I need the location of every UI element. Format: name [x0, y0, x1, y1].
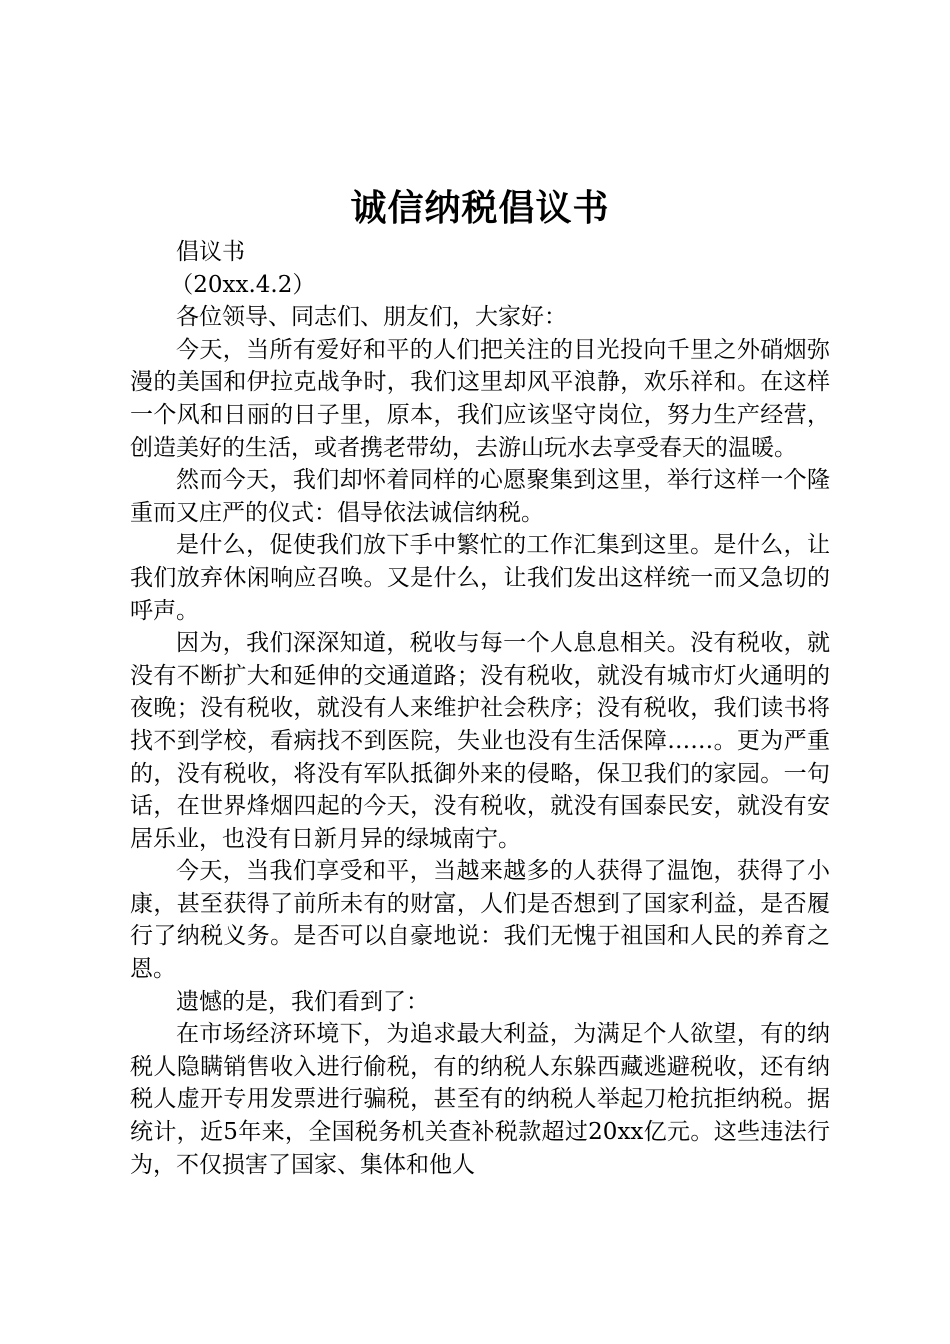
paragraph-body: 是什么，促使我们放下手中繁忙的工作汇集到这里。是什么，让我们放弃休闲响应召唤。又是什么，让我们发出这样统一而又急切的呼声。 — [130, 532, 830, 624]
document-page — [130, 182, 830, 1181]
paragraph-body: 在市场经济环境下，为追求最大利益，为满足个人欲望，有的纳税人隐瞒销售收入进行偷税，有的纳税人东躲西藏逃避税收，还有纳税人虚开专用发票进行骗税，甚至有的纳税人举起刀枪抗拒纳税。据统计，近5年来，全国税务机关查补税款超过20xx亿元。这些违法行为，不仅损害了国家、集体和他人 — [130, 1021, 830, 1178]
paragraph-date: （20xx.4.2） — [170, 271, 316, 298]
paragraph-body: 然而今天，我们却怀着同样的心愿聚集到这里，举行这样一个隆重而又庄严的仪式：倡导依法诚信纳税。 — [130, 467, 830, 526]
paragraph-body: 因为，我们深深知道，税收与每一个人息息相关。没有税收，就没有不断扩大和延伸的交通道路；没有税收，就没有城市灯火通明的夜晚；没有税收，就没有人来维护社会秩序；没有税收，我们读书将找不到学校，看病找不到医院，失业也没有生活保障……。更为严重的，没有税收，将没有军队抵御外来的侵略，保卫我们的家园。一句话，在世界烽烟四起的今天，没有税收，就没有国泰民安，就没有安居乐业，也没有日新月异的绿城南宁。 — [130, 630, 830, 852]
document-title: 诚信纳税倡议书 — [350, 188, 610, 229]
paragraph-heading: 倡议书 — [176, 239, 245, 265]
paragraph-body: 遗憾的是，我们看到了： — [176, 988, 429, 1015]
paragraph-greeting: 各位领导、同志们、朋友们，大家好： — [176, 304, 567, 331]
paragraph-body: 今天，当所有爱好和平的人们把关注的目光投向千里之外硝烟弥漫的美国和伊拉克战争时，我们这里却风平浪静，欢乐祥和。在这样一个风和日丽的日子里，原本，我们应该坚守岗位，努力生产经营，创造美好的生活，或者携老带幼，去游山玩水去享受春天的温暖。 — [130, 336, 830, 461]
paragraph-body: 今天，当我们享受和平，当越来越多的人获得了温饱，获得了小康，甚至获得了前所未有的财富，人们是否想到了国家利益，是否履行了纳税义务。是否可以自豪地说：我们无愧于祖国和人民的养育之恩。 — [130, 858, 830, 983]
